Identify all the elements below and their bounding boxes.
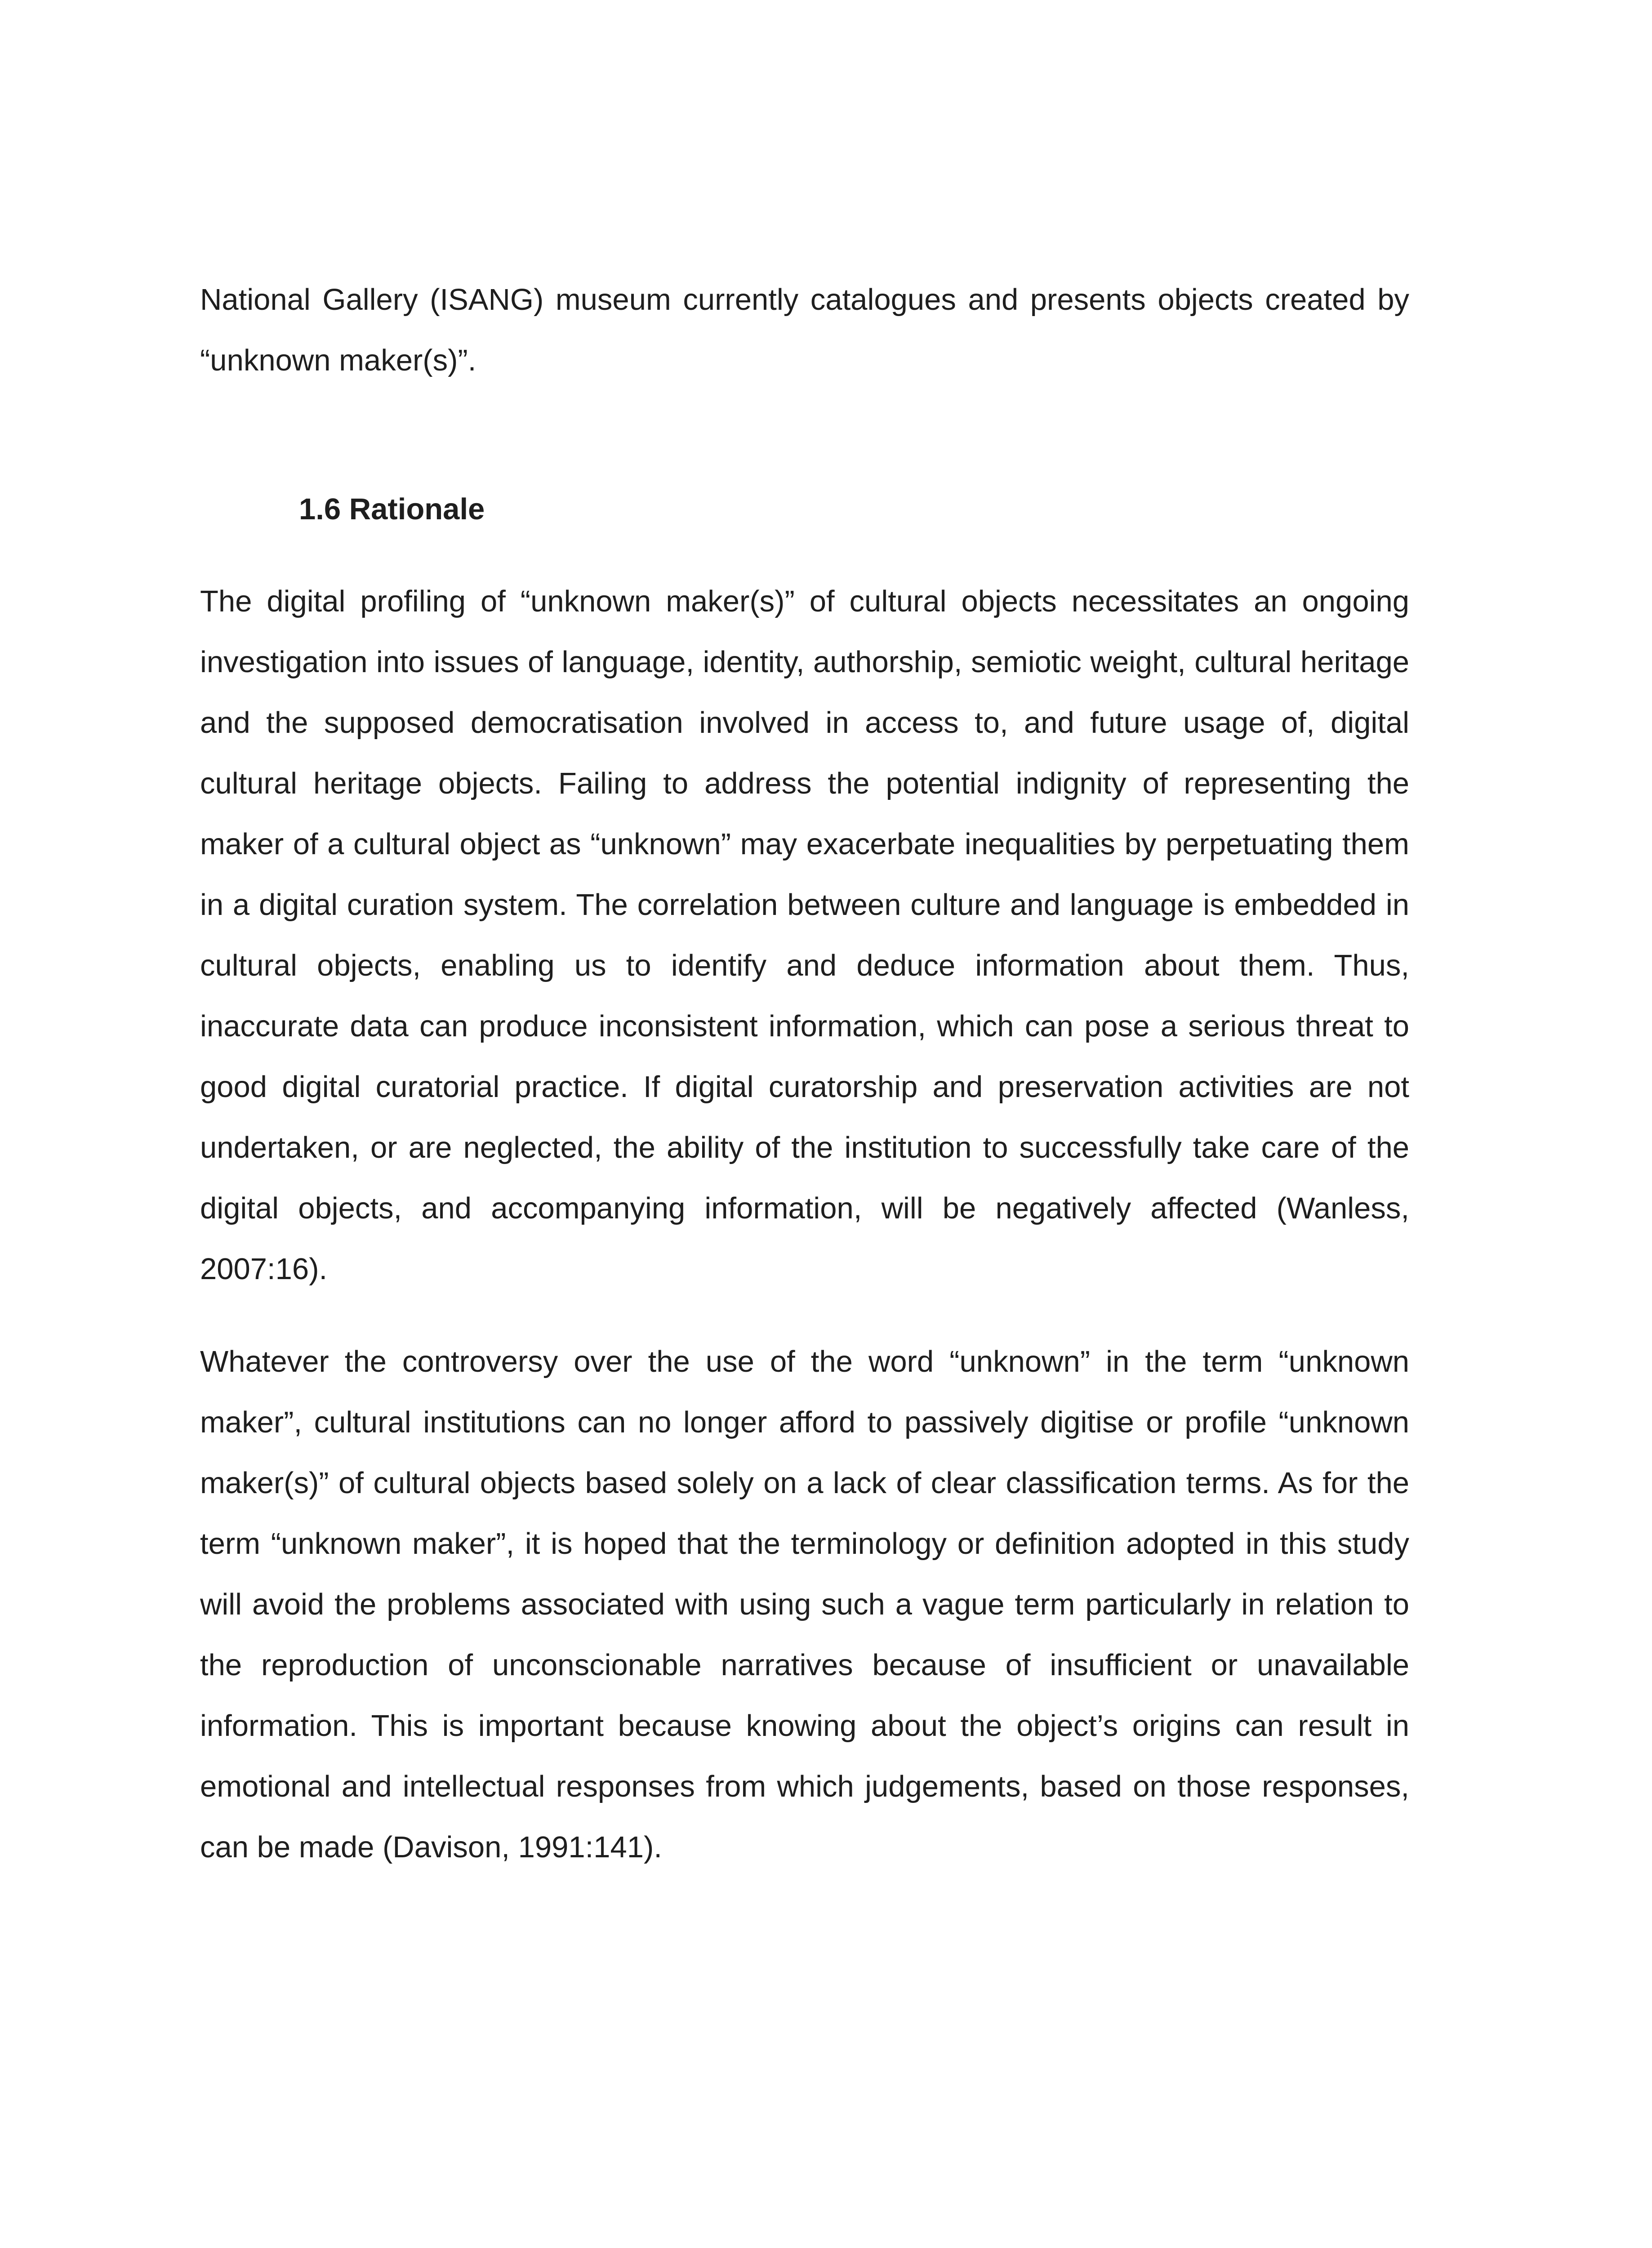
section-heading: 1.6 Rationale — [299, 492, 485, 526]
rationale-paragraph: Whatever the controversy over the use of the word “unknown” in the term “unknown maker”, cultural institutions can no longer afford to passively digitise or profile “unknown maker(s)” of cultural objects based solely on a lack of clear classification terms. As for the term “unknown maker”, it is hoped that the terminology or definition adopted in this study will avoid the problems associated with using such a vague term particularly in relation to the reproduction of unconscionable narratives because of insufficient or unavailable information. This is important because knowing about the object’s origins can result in emotional and intellectual responses from which judgements, based on those responses, can be made (Davison, 1991:141). — [200, 1345, 1409, 1864]
rationale-paragraph: The digital profiling of “unknown maker(s)” of cultural objects necessitates an ongoing investigation into issues of language, identity, authorship, semiotic weight, cultural heritage and the supposed democratisation involved in access to, and future usage of, digital cultural heritage objects. Failing to address the potential indignity of representing the maker of a cultural object as “unknown” may exacerbate inequalities by perpetuating them in a digital curation system. The correlation between culture and language is embedded in cultural objects, enabling us to identify and deduce information about them. Thus, inaccurate data can produce inconsistent information, which can pose a serious threat to good digital curatorial practice. If digital curatorship and preservation activities are not undertaken, or are neglected, the ability of the institution to successfully take care of the digital objects, and accompanying information, will be negatively affected (Wanless, 2007:16). — [200, 584, 1409, 1286]
intro-paragraph: National Gallery (ISANG) museum currently catalogues and presents objects created by “unknown maker(s)”. — [200, 283, 1409, 377]
